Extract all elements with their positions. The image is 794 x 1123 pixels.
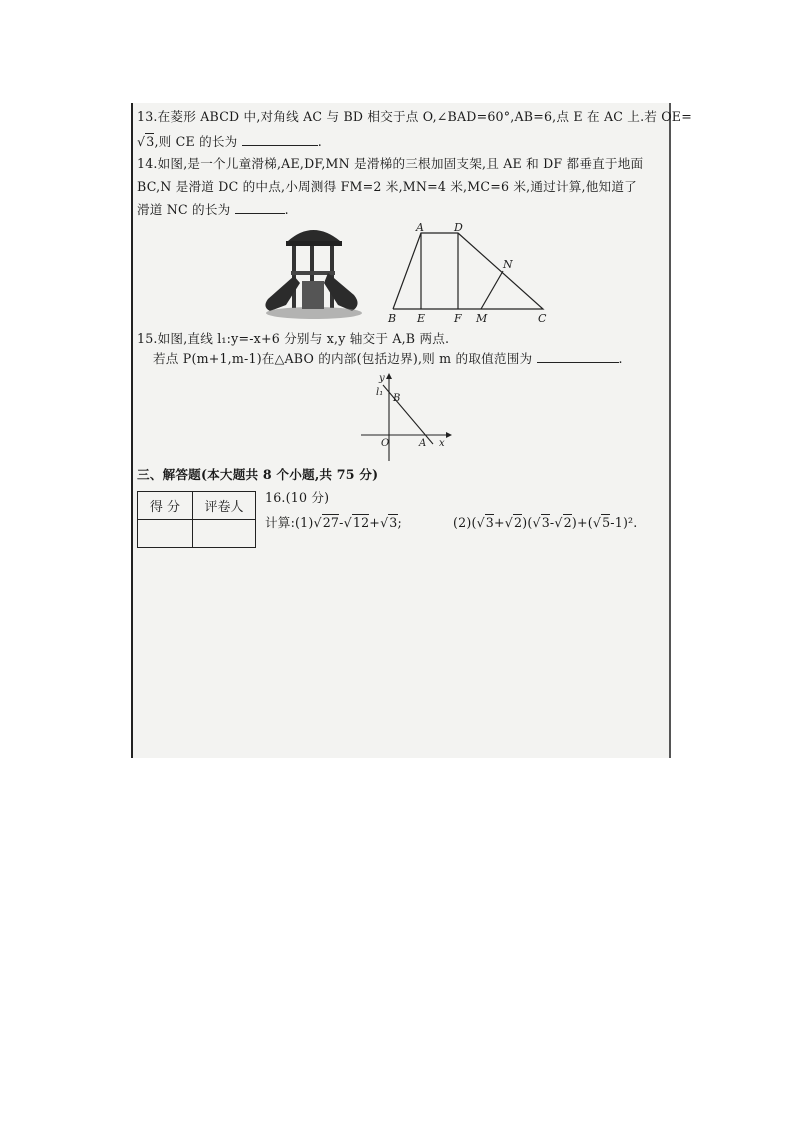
label-C: C [538, 312, 547, 325]
label-E: E [417, 312, 426, 325]
q15-period: . [618, 351, 623, 366]
q14-answer-blank[interactable] [235, 200, 285, 214]
exam-sheet [131, 103, 692, 758]
q15-line2 [153, 349, 623, 369]
q16-part1: 计算:(1)√27-√12+√3; [265, 515, 402, 530]
q14-line3-text: 滑道 NC 的长为 [137, 202, 231, 217]
score-header: 得 分 [138, 492, 193, 520]
score-table [137, 491, 256, 548]
q13-period: . [317, 134, 322, 149]
label-M: M [476, 312, 488, 325]
label-N: N [503, 258, 513, 271]
q13-answer-blank[interactable] [242, 132, 318, 146]
q16-title: 16.(10 分) [265, 490, 330, 505]
q14-line3 [137, 200, 289, 220]
q14-period: . [284, 202, 289, 217]
q15-line1: 15.如图,直线 l₁:y=-x+6 分别与 x,y 轴交于 A,B 两点. [137, 331, 450, 346]
score-cell[interactable] [138, 520, 193, 548]
coordinate-figure [361, 371, 461, 461]
q13-line2 [137, 132, 322, 152]
trapezoid-figure [388, 221, 558, 331]
q15-answer-blank[interactable] [537, 349, 619, 363]
label-B2: B [393, 393, 401, 404]
q16-part2: (2)(√3+√2)(√3-√2)+(√5-1)². [453, 515, 638, 530]
label-O: O [381, 438, 390, 449]
q14-line2: BC,N 是滑道 DC 的中点,小周测得 FM=2 米,MN=4 米,MC=6 米,通过计算,他知道了 [137, 179, 637, 194]
q13-sqrt-value: 3 [146, 134, 155, 149]
grader-cell[interactable] [193, 520, 256, 548]
label-B: B [388, 312, 397, 325]
q14-line1: 14.如图,是一个儿童滑梯,AE,DF,MN 是滑梯的三根加固支架,且 AE 和 DF 都垂直于地面 [137, 156, 644, 171]
label-A: A [416, 221, 424, 234]
label-D: D [454, 221, 463, 234]
label-l1: l₁ [376, 387, 384, 398]
slide-photo [258, 221, 368, 321]
q15-line2-text: 若点 P(m+1,m-1)在△ABO 的内部(包括边界),则 m 的取值范围为 [153, 351, 533, 366]
sqrt-sign: √ [137, 134, 146, 149]
label-y: y [379, 373, 385, 384]
label-x: x [439, 438, 445, 449]
q13-line1: 13.在菱形 ABCD 中,对角线 AC 与 BD 相交于点 O,∠BAD=60°,AB=6,点 E 在 AC 上.若 OE= [137, 109, 692, 124]
label-A2: A [419, 438, 427, 449]
section-title: 三、解答题(本大题共 8 个小题,共 75 分) [137, 467, 379, 482]
q13-line2-text: ,则 CE 的长为 [154, 134, 238, 149]
grader-header: 评卷人 [193, 492, 256, 520]
label-F: F [454, 312, 462, 325]
